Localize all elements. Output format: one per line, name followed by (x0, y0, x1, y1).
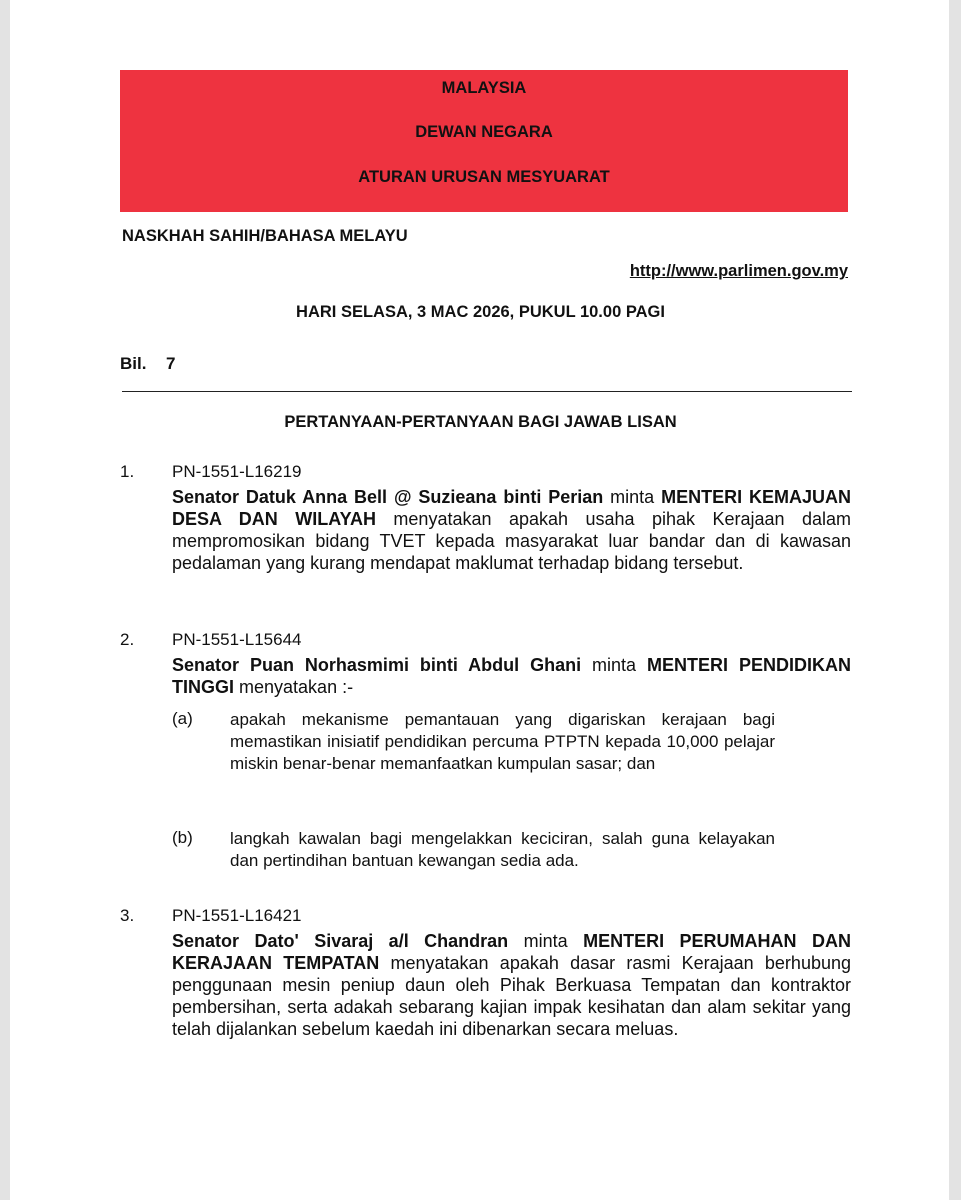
question-body (172, 654, 851, 698)
question-text: menyatakan apakah dasar rasmi Kerajaan berhubung penggunaan mesin peniup daun oleh Pihak Berkuasa Tempatan dan kontraktor pembersihan, serta adakah sebarang kajian impak kesihatan dan alam sekitar yang telah dijalankan sebelum kaedah ini dibenarkan secara meluas. (172, 953, 851, 1039)
senator-name: Senator Puan Norhasmimi binti Abdul Ghani (172, 655, 582, 675)
request-verb: minta (610, 487, 655, 507)
session-date: HARI SELASA, 3 MAC 2026, PUKUL 10.00 PAGI (296, 303, 665, 321)
sub-item-label: (b) (172, 828, 193, 847)
question-text: menyatakan :- (239, 677, 354, 697)
minister-name: MENTERI KEMAJUAN DESA DAN WILAYAH (172, 487, 851, 529)
question-code: PN-1551-L15644 (172, 630, 302, 649)
minister-name: MENTERI PERUMAHAN DAN KERAJAAN TEMPATAN (172, 931, 851, 973)
sub-item-text: langkah kawalan bagi mengelakkan keciciran, salah guna kelayakan dan pertindihan bantuan kewangan sedia ada. (230, 829, 775, 870)
question-body (172, 930, 851, 1040)
question-number: 1. (120, 462, 135, 481)
senator-name: Senator Datuk Anna Bell @ Suzieana binti Perian (172, 487, 604, 507)
sub-item-label: (a) (172, 709, 193, 728)
question-code: PN-1551-L16219 (172, 462, 302, 481)
question-text: menyatakan apakah usaha pihak Kerajaan dalam mempromosikan bidang TVET kepada masyarakat luar bandar dan di kawasan pedalaman yang kurang mendapat maklumat terhadap bidang tersebut. (172, 509, 851, 573)
header-country: MALAYSIA (441, 79, 527, 97)
header-banner (120, 70, 848, 212)
bil-label: Bil. (120, 354, 147, 373)
viewer-left-edge (0, 0, 10, 1200)
edition-label: NASKHAH SAHIH/BAHASA MELAYU (122, 227, 408, 245)
header-house: DEWAN NEGARA (415, 123, 553, 141)
question-number: 3. (120, 906, 135, 925)
question-number: 2. (120, 630, 135, 649)
viewer-right-edge (949, 0, 961, 1200)
website-link[interactable]: http://www.parlimen.gov.my (629, 262, 848, 280)
request-verb: minta (523, 931, 568, 951)
question-code: PN-1551-L16421 (172, 906, 302, 925)
minister-name: MENTERI PENDIDIKAN TINGGI (172, 655, 851, 697)
senator-name: Senator Dato' Sivaraj a/l Chandran (172, 931, 509, 951)
section-title: PERTANYAAN-PERTANYAAN BAGI JAWAB LISAN (284, 413, 677, 431)
sub-item-text: apakah mekanisme pemantauan yang digariskan kerajaan bagi memastikan inisiatif pendidikan percuma PTPTN kepada 10,000 pelajar miskin benar-benar memanfaatkan kumpulan sasar; dan (230, 710, 775, 773)
header-document-type: ATURAN URUSAN MESYUARAT (358, 168, 610, 186)
question-body (172, 486, 851, 574)
horizontal-rule (122, 391, 852, 392)
bil-number: 7 (166, 354, 176, 373)
request-verb: minta (592, 655, 637, 675)
